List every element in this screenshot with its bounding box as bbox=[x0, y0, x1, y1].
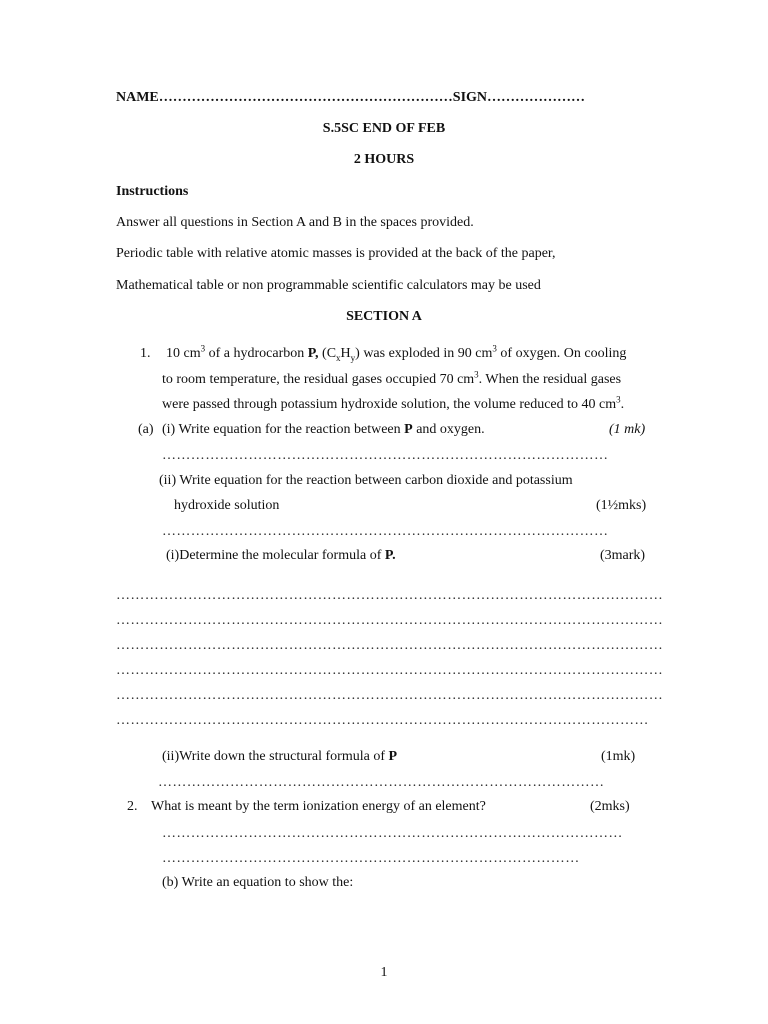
working-line[interactable]: …………………………………………………………………………………………………… bbox=[116, 588, 664, 603]
answer-line[interactable]: ………………………………………………………………………………… bbox=[162, 448, 609, 463]
part-a-ii-question-cont: hydroxide solution bbox=[174, 498, 280, 513]
working-line[interactable]: ………………………………………………………………………………………………… bbox=[116, 713, 649, 728]
question-2-text: What is meant by the term ionization energy of an element? bbox=[151, 799, 486, 814]
answer-line[interactable]: …………………………………………………………………………………… bbox=[162, 826, 623, 841]
instruction-line: Mathematical table or non programmable scientific calculators may be used bbox=[116, 278, 541, 293]
exam-duration: 2 HOURS bbox=[353, 152, 415, 167]
question-2-number: 2. bbox=[127, 799, 138, 814]
part-b-ii-marks: (1mk) bbox=[601, 749, 636, 764]
name-label: NAME bbox=[116, 90, 159, 105]
answer-line[interactable]: ………………………………………………………………………………… bbox=[158, 775, 605, 790]
part-b-i-question: (i)Determine the molecular formula of P. bbox=[166, 548, 396, 563]
sign-label: SIGN bbox=[452, 90, 488, 105]
instructions-heading: Instructions bbox=[116, 184, 189, 199]
instruction-line: Periodic table with relative atomic masses is provided at the back of the paper, bbox=[116, 246, 556, 261]
working-line[interactable]: …………………………………………………………………………………………………… bbox=[116, 663, 664, 678]
name-sign-line bbox=[116, 89, 585, 107]
question-1-number: 1. bbox=[140, 346, 151, 361]
part-a-i-marks: (1 mk) bbox=[609, 422, 646, 437]
part-a-ii-question: (ii) Write equation for the reaction between carbon dioxide and potassium bbox=[159, 473, 573, 488]
name-field-dots[interactable]: ……………………………………………………… bbox=[158, 90, 453, 105]
part-a-ii-marks: (1½mks) bbox=[596, 498, 647, 513]
section-a-heading: SECTION A bbox=[346, 309, 422, 324]
page-number: 1 bbox=[380, 965, 388, 980]
answer-line[interactable]: …………………………………………………………………………… bbox=[162, 851, 580, 866]
question-1-line-3: were passed through potassium hydroxide solution, the volume reduced to 40 $cm^3$. bbox=[162, 394, 625, 412]
working-line[interactable]: …………………………………………………………………………………………………… bbox=[116, 688, 664, 703]
working-line[interactable]: …………………………………………………………………………………………………… bbox=[116, 613, 664, 628]
sign-field-dots[interactable]: ………………… bbox=[487, 90, 586, 105]
exam-title: S.5SC END OF FEB bbox=[322, 121, 446, 136]
question-1-line-1: 10 $cm^3$ of a hydrocarbon P, $(C_xH_y)$ was exploded in 90 $cm^3$ of oxygen. On cooling bbox=[166, 343, 627, 363]
instruction-line: Answer all questions in Section A and B in the spaces provided. bbox=[116, 215, 474, 230]
question-1-line-2: to room temperature, the residual gases occupied 70 $cm^3$. When the residual gases bbox=[162, 369, 622, 387]
question-2b-text: (b) Write an equation to show the: bbox=[162, 875, 354, 890]
question-2-marks: (2mks) bbox=[590, 799, 630, 814]
answer-line[interactable]: ………………………………………………………………………………… bbox=[162, 524, 609, 539]
part-b-i-marks: (3mark) bbox=[600, 548, 646, 563]
part-b-ii-question: (ii)Write down the structural formula of P bbox=[162, 749, 398, 764]
part-a-label: (a) bbox=[138, 422, 154, 437]
working-line[interactable]: …………………………………………………………………………………………………… bbox=[116, 638, 664, 653]
part-a-i-question: (i) Write equation for the reaction between P and oxygen. bbox=[162, 422, 485, 437]
